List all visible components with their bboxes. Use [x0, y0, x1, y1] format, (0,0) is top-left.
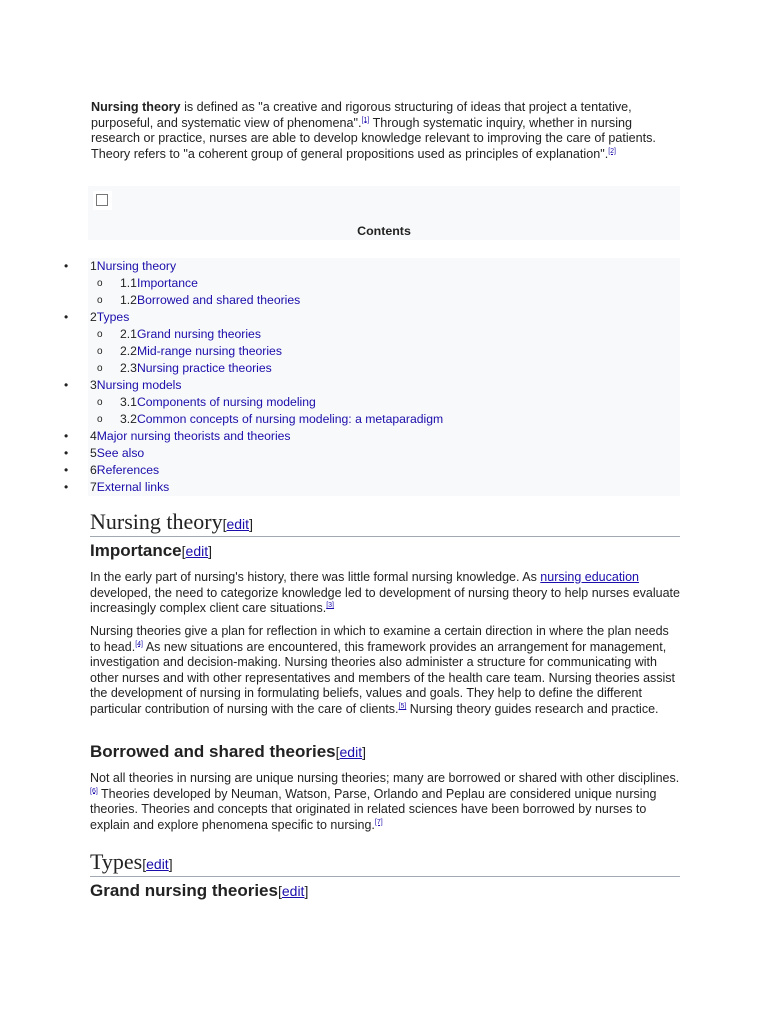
- toc-link[interactable]: References: [96, 463, 160, 477]
- toc-item[interactable]: [0, 479, 680, 496]
- circle-bullet-icon: o: [97, 363, 103, 374]
- borrowed-paragraph: [90, 771, 680, 833]
- toc-link[interactable]: Importance: [136, 276, 198, 290]
- toc-item[interactable]: [0, 462, 680, 479]
- paragraph-text: In the early part of nursing's history, there was little formal nursing knowledge. As: [90, 570, 541, 584]
- toc-item[interactable]: [0, 326, 680, 343]
- edit-link[interactable]: edit: [281, 883, 305, 899]
- toc-link[interactable]: See also: [96, 446, 145, 460]
- toc-number: 3.2: [120, 412, 137, 426]
- toc-number: 7: [90, 480, 97, 494]
- intro-text-1: is defined as "a creative and rigorous structuring of ideas that project a tentative, purposeful, and systematic view of phenomena".: [91, 100, 632, 130]
- edit-section: [edit]: [277, 883, 309, 899]
- checkbox-icon: [96, 194, 108, 206]
- toc-toggle-checkbox[interactable]: [93, 191, 112, 210]
- toc-number: 1.2: [120, 293, 137, 307]
- intro-text-2: Through systematic inquiry, whether in nursing research or practice, nurses are able to develop knowledge relevant to improving the care of patients. Theory refers to "a coherent group of general propositions used as principles of explanation".: [91, 115, 656, 161]
- toc-item[interactable]: [0, 309, 680, 326]
- paragraph-text: As new situations are encountered, this framework provides an arrangement for management, investigation and decision-making. Nursing theories also administer a structure for communicating with other nurses and with other representatives and members of the health care team. Nursing theories assist the development of nursing in formulating beliefs, values and goals. They help to define the different particular contribution of nursing with the care of clients.: [90, 639, 676, 716]
- section-title: Nursing theory: [90, 509, 223, 534]
- toc-item[interactable]: [0, 428, 680, 445]
- toc-number: 4: [90, 429, 97, 443]
- citation-link[interactable]: [5]: [398, 702, 407, 710]
- toc-list: [0, 258, 680, 496]
- edit-section: [edit]: [181, 543, 212, 559]
- toc-number: 1: [90, 259, 97, 273]
- toc-link[interactable]: Common concepts of nursing modeling: a metaparadigm: [136, 412, 444, 426]
- intro-paragraph: [91, 100, 681, 162]
- edit-section: [edit]: [222, 516, 253, 532]
- section-title: Grand nursing theories: [90, 881, 278, 900]
- importance-paragraph-1: [90, 570, 680, 617]
- toc-link[interactable]: Components of nursing modeling: [136, 395, 316, 409]
- citation-link[interactable]: [3]: [326, 602, 335, 610]
- paragraph-text: developed, the need to categorize knowledge led to development of nursing theory to help nurses evaluate increasingly complex client care situations.: [90, 585, 680, 616]
- edit-link[interactable]: edit: [146, 856, 169, 872]
- citation-link[interactable]: [4]: [135, 640, 143, 648]
- toc-number: 6: [90, 463, 97, 477]
- toc-link[interactable]: Nursing models: [96, 378, 182, 392]
- toc-item[interactable]: [0, 343, 680, 360]
- toc-item[interactable]: [0, 292, 680, 309]
- edit-section: [edit]: [142, 856, 173, 872]
- toc-number: 5: [90, 446, 97, 460]
- section-heading-nursing-theory: [90, 509, 680, 537]
- toc-number: 2.1: [120, 327, 137, 341]
- circle-bullet-icon: o: [97, 329, 103, 340]
- toc-item[interactable]: [0, 360, 680, 377]
- edit-link[interactable]: edit: [339, 744, 363, 760]
- bullet-icon: •: [64, 378, 69, 392]
- toc-item[interactable]: [0, 394, 680, 411]
- paragraph-text: Nursing theories give a plan for reflection in which to examine a certain direction in where the plan needs to head.: [90, 624, 669, 654]
- bullet-icon: •: [64, 259, 69, 273]
- section-heading-borrowed: [90, 741, 680, 763]
- circle-bullet-icon: o: [97, 295, 103, 306]
- toc-link[interactable]: External links: [96, 480, 170, 494]
- toc-link[interactable]: Types: [96, 310, 130, 324]
- citation-link[interactable]: [6]: [90, 787, 98, 795]
- toc-number: 2.2: [120, 344, 137, 358]
- section-heading-importance: [90, 540, 680, 562]
- toc-link[interactable]: Nursing practice theories: [136, 361, 272, 375]
- toc-item[interactable]: [0, 411, 680, 428]
- bullet-icon: •: [64, 310, 69, 324]
- toc-number: 3: [90, 378, 97, 392]
- paragraph-text: Theories developed by Neuman, Watson, Parse, Orlando and Peplau are considered unique nursing theories. Theories and concepts that originated in related sciences have been borrowed by nurses to explain and explore phenomena specific to nursing.: [90, 786, 657, 832]
- bullet-icon: •: [64, 429, 69, 443]
- circle-bullet-icon: o: [97, 414, 103, 425]
- toc-number: 3.1: [120, 395, 137, 409]
- toc-number: 1.1: [120, 276, 137, 290]
- circle-bullet-icon: o: [97, 346, 103, 357]
- edit-section: [edit]: [335, 744, 366, 760]
- toc-number: 2: [90, 310, 97, 324]
- section-heading-types: [90, 849, 680, 877]
- nursing-education-link[interactable]: nursing education: [540, 570, 639, 584]
- section-title: Importance: [90, 541, 182, 560]
- paragraph-text: Nursing theory guides research and practice.: [406, 701, 659, 716]
- citation-link[interactable]: [7]: [374, 818, 383, 826]
- section-title: Types: [90, 849, 143, 874]
- citation-link[interactable]: [1]: [361, 116, 370, 124]
- citation-link[interactable]: [2]: [608, 147, 616, 155]
- section-heading-grand-theories: [90, 880, 680, 902]
- toc-link[interactable]: Borrowed and shared theories: [136, 293, 301, 307]
- bullet-icon: •: [64, 480, 69, 494]
- toc-link[interactable]: Mid-range nursing theories: [136, 344, 282, 358]
- paragraph-text: Not all theories in nursing are unique nursing theories; many are borrowed or shared with other disciplines.: [90, 771, 680, 785]
- toc-item[interactable]: [0, 445, 680, 462]
- importance-paragraph-2: [90, 624, 680, 718]
- toc-item[interactable]: [0, 258, 680, 275]
- section-title: Borrowed and shared theories: [90, 742, 336, 761]
- toc-header: [88, 186, 680, 240]
- toc-link[interactable]: Nursing theory: [96, 259, 177, 273]
- circle-bullet-icon: o: [97, 278, 103, 289]
- toc-link[interactable]: Major nursing theorists and theories: [96, 429, 291, 443]
- toc-number: 2.3: [120, 361, 137, 375]
- toc-link[interactable]: Grand nursing theories: [136, 327, 261, 341]
- circle-bullet-icon: o: [97, 397, 103, 408]
- bullet-icon: •: [64, 446, 69, 460]
- toc-item[interactable]: [0, 275, 680, 292]
- edit-link[interactable]: edit: [226, 516, 250, 532]
- intro-term: Nursing theory: [91, 100, 181, 114]
- toc-item[interactable]: [0, 377, 680, 394]
- bullet-icon: •: [64, 463, 69, 477]
- toc-title: Contents: [357, 224, 411, 238]
- edit-link[interactable]: edit: [185, 543, 209, 559]
